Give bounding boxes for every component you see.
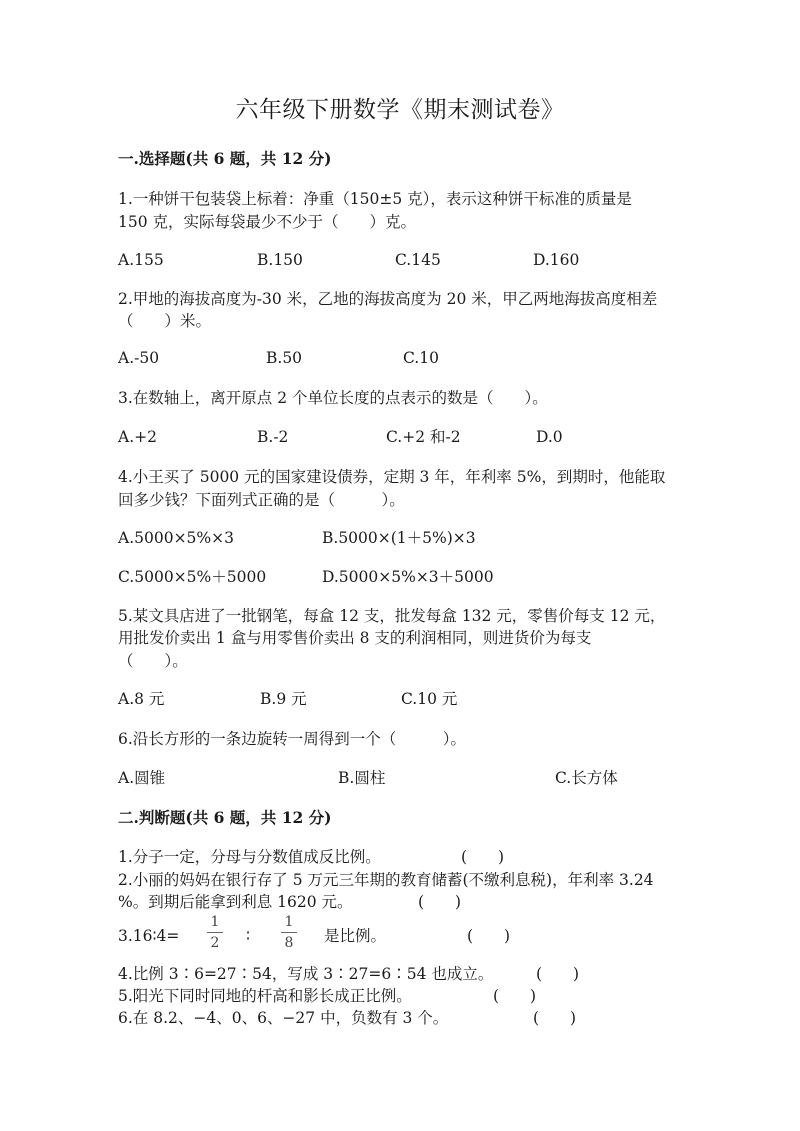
q5-text-line1: 5.某文具店进了一批钢笔，每盒 12 支，批发每盒 132 元，零售价每支 12 元， — [118, 607, 666, 625]
j2-text-line1: 2.小丽的妈妈在银行存了 5 万元三年期的教育储蓄(不缴利息税)，年利率 3.24 — [118, 871, 654, 889]
q5-option-b[interactable]: B.9 元 — [260, 690, 307, 708]
q4-option-c[interactable]: C.5000×5%＋5000 — [118, 568, 267, 586]
q2-text-line2: （ ）米。 — [118, 312, 212, 330]
j2-answer-blank[interactable]: ( ) — [418, 893, 462, 911]
j3-fraction-1-numerator: 1 — [210, 914, 220, 930]
q2-text-line1: 2.甲地的海拔高度为-30 米，乙地的海拔高度为 20 米，甲乙两地海拔高度相差 — [118, 290, 658, 308]
page-title: 六年级下册数学《期末测试卷》 — [235, 97, 565, 123]
j6-answer-blank[interactable]: ( ) — [533, 1009, 577, 1027]
q1-option-a[interactable]: A.155 — [118, 251, 164, 269]
q3-option-a[interactable]: A.+2 — [118, 428, 157, 446]
q5-text-line3: （ ）。 — [118, 652, 188, 670]
q6-option-a[interactable]: A.圆锥 — [118, 769, 166, 787]
q2-option-c[interactable]: C.10 — [403, 349, 439, 367]
q4-text-line1: 4.小王买了 5000 元的国家建设债券，定期 3 年，年利率 5%，到期时，他能取 — [118, 468, 666, 486]
j3-fraction-1-denominator: 2 — [210, 935, 220, 951]
q5-text-line2: 用批发价卖出 1 盒与用零售价卖出 8 支的利润相同，则进货价为每支 — [118, 629, 592, 647]
q4-text-line2: 回多少钱？下面列式正确的是（ ）。 — [118, 491, 405, 509]
j4-answer-blank[interactable]: ( ) — [536, 965, 580, 983]
j3-fraction-1 — [205, 914, 225, 951]
q1-text-line1: 1.一种饼干包装袋上标着：净重（150±5 克），表示这种饼干标准的质量是 — [118, 190, 632, 208]
section-heading-choice: 一.选择题(共 6 题，共 12 分) — [118, 149, 332, 168]
q1-option-c[interactable]: C.145 — [395, 251, 441, 269]
q3-text-line1: 3.在数轴上，离开原点 2 个单位长度的点表示的数是（ ）。 — [118, 389, 548, 407]
j1-text: 1.分子一定，分母与分数值成反比例。 — [118, 848, 381, 866]
q1-option-b[interactable]: B.150 — [257, 251, 303, 269]
q4-option-a[interactable]: A.5000×5%×3 — [118, 529, 234, 547]
q4-option-d[interactable]: D.5000×5%×3＋5000 — [322, 568, 494, 586]
j3-answer-blank[interactable]: ( ) — [467, 927, 511, 945]
q3-option-d[interactable]: D.0 — [536, 428, 563, 446]
q2-option-a[interactable]: A.-50 — [118, 349, 160, 367]
j3-prefix: 3.16∶4= — [118, 927, 180, 945]
q6-option-b[interactable]: B.圆柱 — [338, 769, 386, 787]
q6-option-c[interactable]: C.长方体 — [555, 769, 618, 787]
j3-colon: ∶ — [246, 927, 251, 945]
j1-answer-blank[interactable]: ( ) — [461, 848, 505, 866]
q1-option-d[interactable]: D.160 — [533, 251, 580, 269]
q3-option-b[interactable]: B.-2 — [257, 428, 289, 446]
j3-suffix: 是比例。 — [324, 927, 387, 945]
j3-fraction-2-numerator: 1 — [284, 914, 294, 930]
q4-option-b[interactable]: B.5000×(1＋5%)×3 — [322, 529, 476, 547]
j2-text-line2: %。到期后能拿到利息 1620 元。 — [118, 893, 353, 911]
q1-text-line2: 150 克，实际每袋最少不少于（ ）克。 — [118, 213, 417, 231]
q6-text-line1: 6.沿长方形的一条边旋转一周得到一个（ ）。 — [118, 730, 467, 748]
q5-option-a[interactable]: A.8 元 — [118, 690, 165, 708]
j3-fraction-2-denominator: 8 — [284, 935, 294, 951]
fraction-bar — [281, 932, 297, 933]
fraction-bar — [207, 932, 223, 933]
j5-answer-blank[interactable]: ( ) — [493, 987, 537, 1005]
q5-option-c[interactable]: C.10 元 — [401, 690, 458, 708]
q3-option-c[interactable]: C.+2 和-2 — [386, 428, 461, 446]
j5-text: 5.阳光下同时同地的杆高和影长成正比例。 — [118, 987, 412, 1005]
j6-text: 6.在 8.2、−4、0、6、−27 中，负数有 3 个。 — [118, 1009, 449, 1027]
section-heading-judgement: 二.判断题(共 6 题，共 12 分) — [118, 808, 332, 827]
j4-text: 4.比例 3∶6=27∶54，写成 3∶27=6∶54 也成立。 — [118, 965, 494, 983]
j3-fraction-2 — [279, 914, 299, 951]
q2-option-b[interactable]: B.50 — [266, 349, 303, 367]
